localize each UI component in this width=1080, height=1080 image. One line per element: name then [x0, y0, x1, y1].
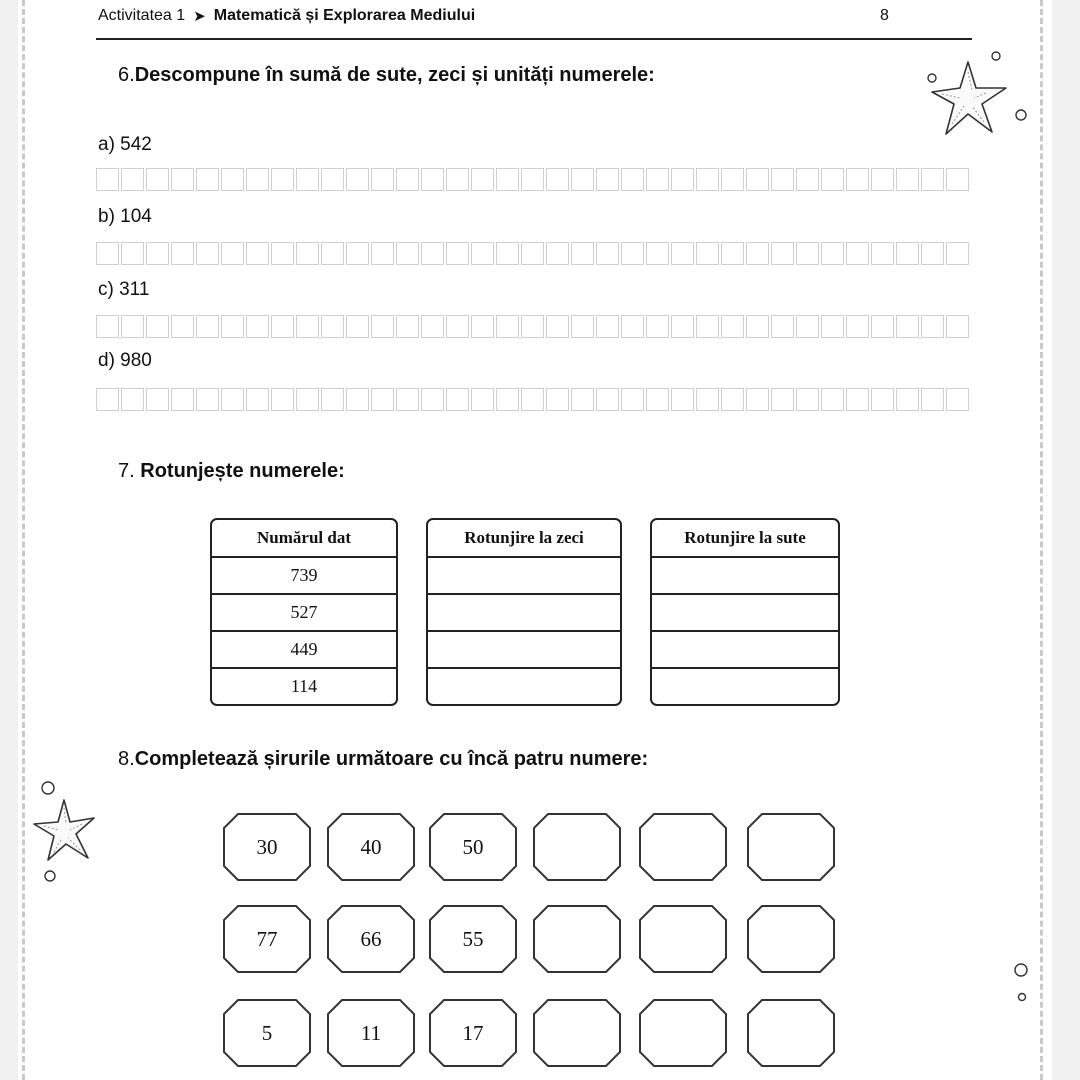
exercise-7-title	[118, 460, 345, 483]
grid-cell[interactable]	[246, 388, 269, 411]
grid-cell[interactable]	[696, 315, 719, 338]
grid-cell[interactable]	[521, 242, 544, 265]
exercise-instruction: Completează șirurile următoare cu încă patru numere:	[134, 748, 649, 770]
exercise-instruction: Descompune în sumă de sute, zeci și unități numerele:	[134, 64, 655, 86]
grid-cell[interactable]	[671, 315, 694, 338]
dashed-border-left	[22, 0, 25, 1080]
exercise-instruction: Rotunjește numerele:	[140, 460, 345, 482]
table-header: Rotunjire la zeci	[464, 528, 584, 547]
grid-cell[interactable]	[96, 168, 119, 191]
answer-cell[interactable]	[652, 667, 838, 704]
arrow-right-icon: ➤	[193, 8, 206, 25]
grid-cell[interactable]	[946, 168, 969, 191]
grid-cell[interactable]	[196, 168, 219, 191]
starfish-decoration-left	[28, 776, 108, 891]
answer-grid-a[interactable]	[96, 168, 971, 191]
exercise-6-title	[118, 64, 655, 87]
starfish-decoration-top	[920, 48, 1032, 153]
grid-cell[interactable]	[696, 242, 719, 265]
grid-cell[interactable]	[121, 242, 144, 265]
grid-cell[interactable]	[96, 242, 119, 265]
grid-cell[interactable]	[671, 242, 694, 265]
answer-cell[interactable]	[652, 556, 838, 593]
grid-cell[interactable]	[396, 242, 419, 265]
sequence-answer-box[interactable]	[532, 904, 622, 974]
grid-cell[interactable]	[196, 388, 219, 411]
sequence-value: 50	[462, 834, 484, 859]
grid-cell[interactable]	[271, 242, 294, 265]
grid-cell[interactable]	[846, 242, 869, 265]
grid-cell[interactable]	[546, 242, 569, 265]
grid-cell[interactable]	[521, 168, 544, 191]
grid-cell[interactable]	[346, 388, 369, 411]
grid-cell[interactable]	[221, 168, 244, 191]
grid-cell[interactable]	[696, 168, 719, 191]
grid-cell[interactable]	[796, 242, 819, 265]
exercise-number: 8.	[118, 748, 135, 770]
grid-cell[interactable]	[571, 168, 594, 191]
sequence-answer-box[interactable]	[746, 812, 836, 882]
answer-grid-c[interactable]	[96, 315, 971, 338]
grid-cell[interactable]	[571, 315, 594, 338]
table-header: Numărul dat	[257, 528, 351, 547]
grid-cell[interactable]	[846, 315, 869, 338]
grid-cell[interactable]	[296, 315, 319, 338]
grid-cell[interactable]	[621, 168, 644, 191]
grid-cell[interactable]	[421, 388, 444, 411]
sequence-answer-box[interactable]	[746, 998, 836, 1068]
sequence-value: 5	[261, 1020, 273, 1045]
table-cell: 527	[212, 593, 396, 630]
sequence-value: 30	[256, 834, 278, 859]
grid-cell[interactable]	[671, 388, 694, 411]
sequence-answer-box[interactable]	[746, 904, 836, 974]
grid-cell[interactable]	[221, 315, 244, 338]
grid-cell[interactable]	[746, 168, 769, 191]
sequence-number	[428, 812, 518, 882]
grid-cell[interactable]	[896, 315, 919, 338]
grid-cell[interactable]	[646, 388, 669, 411]
grid-cell[interactable]	[346, 168, 369, 191]
grid-cell[interactable]	[871, 388, 894, 411]
grid-cell[interactable]	[121, 388, 144, 411]
page-number: 8	[880, 7, 889, 24]
grid-cell[interactable]	[96, 388, 119, 411]
grid-cell[interactable]	[471, 168, 494, 191]
grid-cell[interactable]	[196, 315, 219, 338]
answer-grid-b[interactable]	[96, 242, 971, 265]
answer-cell[interactable]	[428, 667, 620, 704]
grid-cell[interactable]	[721, 315, 744, 338]
grid-cell[interactable]	[221, 388, 244, 411]
grid-cell[interactable]	[621, 315, 644, 338]
sequence-value: 11	[360, 1020, 382, 1045]
grid-cell[interactable]	[271, 315, 294, 338]
grid-cell[interactable]	[371, 315, 394, 338]
item-b-label: b) 104	[98, 206, 152, 227]
grid-cell[interactable]	[596, 315, 619, 338]
sequence-answer-box[interactable]	[532, 812, 622, 882]
page-header	[98, 7, 475, 25]
grid-cell[interactable]	[771, 242, 794, 265]
grid-cell[interactable]	[796, 168, 819, 191]
grid-cell[interactable]	[571, 242, 594, 265]
page-gutter-right	[1052, 0, 1080, 1080]
sequence-value: 66	[360, 926, 382, 951]
item-c-label: c) 311	[98, 279, 150, 300]
item-d-label: d) 980	[98, 350, 152, 371]
grid-cell[interactable]	[396, 315, 419, 338]
grid-cell[interactable]	[921, 168, 944, 191]
grid-cell[interactable]	[121, 168, 144, 191]
grid-cell[interactable]	[371, 168, 394, 191]
grid-cell[interactable]	[321, 388, 344, 411]
header-divider	[96, 38, 972, 40]
grid-cell[interactable]	[421, 242, 444, 265]
answer-cell[interactable]	[652, 630, 838, 667]
sequence-answer-box[interactable]	[532, 998, 622, 1068]
sequence-answer-box[interactable]	[638, 998, 728, 1068]
grid-cell[interactable]	[421, 168, 444, 191]
grid-cell[interactable]	[896, 242, 919, 265]
grid-cell[interactable]	[696, 388, 719, 411]
grid-cell[interactable]	[546, 388, 569, 411]
grid-cell[interactable]	[846, 388, 869, 411]
grid-cell[interactable]	[396, 388, 419, 411]
sequence-number	[326, 904, 416, 974]
grid-cell[interactable]	[771, 315, 794, 338]
grid-cell[interactable]	[646, 242, 669, 265]
grid-cell[interactable]	[296, 388, 319, 411]
grid-cell[interactable]	[146, 168, 169, 191]
grid-cell[interactable]	[521, 388, 544, 411]
subject-title: Matematică și Explorarea Mediului	[213, 7, 476, 24]
table-round-tens	[426, 518, 622, 706]
grid-cell[interactable]	[771, 388, 794, 411]
sequence-number	[222, 904, 312, 974]
grid-cell[interactable]	[246, 168, 269, 191]
grid-cell[interactable]	[871, 242, 894, 265]
grid-cell[interactable]	[596, 388, 619, 411]
sequence-value: 40	[360, 834, 382, 859]
grid-cell[interactable]	[346, 242, 369, 265]
grid-cell[interactable]	[296, 168, 319, 191]
sequence-number	[428, 904, 518, 974]
grid-cell[interactable]	[946, 242, 969, 265]
grid-cell[interactable]	[721, 388, 744, 411]
grid-cell[interactable]	[196, 242, 219, 265]
grid-cell[interactable]	[496, 168, 519, 191]
grid-cell[interactable]	[371, 388, 394, 411]
grid-cell[interactable]	[721, 168, 744, 191]
grid-cell[interactable]	[446, 315, 469, 338]
grid-cell[interactable]	[746, 242, 769, 265]
bubbles-decoration	[1012, 962, 1036, 1011]
grid-cell[interactable]	[471, 388, 494, 411]
grid-cell[interactable]	[171, 242, 194, 265]
table-round-hundreds	[650, 518, 840, 706]
grid-cell[interactable]	[621, 242, 644, 265]
grid-cell[interactable]	[546, 315, 569, 338]
grid-cell[interactable]	[821, 168, 844, 191]
grid-cell[interactable]	[296, 242, 319, 265]
page-gutter-left	[0, 0, 18, 1080]
answer-cell[interactable]	[652, 593, 838, 630]
starfish-icon	[920, 48, 1032, 148]
answer-grid-d[interactable]	[96, 388, 971, 411]
grid-cell[interactable]	[821, 242, 844, 265]
grid-cell[interactable]	[746, 315, 769, 338]
grid-cell[interactable]	[721, 242, 744, 265]
grid-cell[interactable]	[671, 168, 694, 191]
sequence-number	[222, 812, 312, 882]
grid-cell[interactable]	[921, 388, 944, 411]
sequence-number	[326, 812, 416, 882]
answer-cell[interactable]	[428, 630, 620, 667]
grid-cell[interactable]	[821, 388, 844, 411]
grid-cell[interactable]	[896, 388, 919, 411]
grid-cell[interactable]	[946, 388, 969, 411]
bubble-icon	[1012, 962, 1036, 1006]
grid-cell[interactable]	[596, 242, 619, 265]
grid-cell[interactable]	[946, 315, 969, 338]
grid-cell[interactable]	[621, 388, 644, 411]
grid-cell[interactable]	[496, 242, 519, 265]
exercise-8-title	[118, 748, 648, 771]
sequence-number	[428, 998, 518, 1068]
grid-cell[interactable]	[396, 168, 419, 191]
grid-cell[interactable]	[921, 315, 944, 338]
grid-cell[interactable]	[96, 315, 119, 338]
grid-cell[interactable]	[871, 168, 894, 191]
grid-cell[interactable]	[321, 168, 344, 191]
grid-cell[interactable]	[146, 388, 169, 411]
sequence-value: 55	[462, 926, 484, 951]
grid-cell[interactable]	[146, 242, 169, 265]
grid-cell[interactable]	[421, 315, 444, 338]
table-cell: 114	[212, 667, 396, 704]
grid-cell[interactable]	[321, 242, 344, 265]
table-cell: 739	[212, 556, 396, 593]
grid-cell[interactable]	[221, 242, 244, 265]
sequence-answer-box[interactable]	[638, 904, 728, 974]
grid-cell[interactable]	[871, 315, 894, 338]
grid-cell[interactable]	[746, 388, 769, 411]
grid-cell[interactable]	[446, 242, 469, 265]
grid-cell[interactable]	[521, 315, 544, 338]
grid-cell[interactable]	[446, 168, 469, 191]
grid-cell[interactable]	[896, 168, 919, 191]
grid-cell[interactable]	[171, 168, 194, 191]
grid-cell[interactable]	[171, 388, 194, 411]
grid-cell[interactable]	[321, 315, 344, 338]
grid-cell[interactable]	[596, 168, 619, 191]
sequence-value: 17	[462, 1020, 484, 1045]
grid-cell[interactable]	[546, 168, 569, 191]
grid-cell[interactable]	[796, 388, 819, 411]
grid-cell[interactable]	[371, 242, 394, 265]
answer-cell[interactable]	[428, 593, 620, 630]
grid-cell[interactable]	[471, 242, 494, 265]
grid-cell[interactable]	[246, 242, 269, 265]
sequence-value: 77	[256, 926, 278, 951]
grid-cell[interactable]	[771, 168, 794, 191]
grid-cell[interactable]	[346, 315, 369, 338]
grid-cell[interactable]	[496, 388, 519, 411]
sequence-answer-box[interactable]	[638, 812, 728, 882]
grid-cell[interactable]	[146, 315, 169, 338]
dashed-border-right	[1040, 0, 1043, 1080]
exercise-number: 7.	[118, 460, 135, 482]
table-cell: 449	[212, 630, 396, 667]
grid-cell[interactable]	[571, 388, 594, 411]
grid-cell[interactable]	[821, 315, 844, 338]
grid-cell[interactable]	[471, 315, 494, 338]
grid-cell[interactable]	[171, 315, 194, 338]
grid-cell[interactable]	[921, 242, 944, 265]
table-given-number	[210, 518, 398, 706]
grid-cell[interactable]	[646, 168, 669, 191]
grid-cell[interactable]	[646, 315, 669, 338]
activity-label: Activitatea 1	[98, 7, 186, 24]
exercise-number: 6.	[118, 64, 135, 86]
grid-cell[interactable]	[796, 315, 819, 338]
sequence-number	[222, 998, 312, 1068]
grid-cell[interactable]	[271, 168, 294, 191]
grid-cell[interactable]	[121, 315, 144, 338]
table-header: Rotunjire la sute	[684, 528, 806, 547]
item-a-label: a) 542	[98, 134, 152, 155]
grid-cell[interactable]	[271, 388, 294, 411]
starfish-icon	[28, 776, 108, 886]
grid-cell[interactable]	[246, 315, 269, 338]
grid-cell[interactable]	[496, 315, 519, 338]
grid-cell[interactable]	[446, 388, 469, 411]
sequence-number	[326, 998, 416, 1068]
answer-cell[interactable]	[428, 556, 620, 593]
grid-cell[interactable]	[846, 168, 869, 191]
